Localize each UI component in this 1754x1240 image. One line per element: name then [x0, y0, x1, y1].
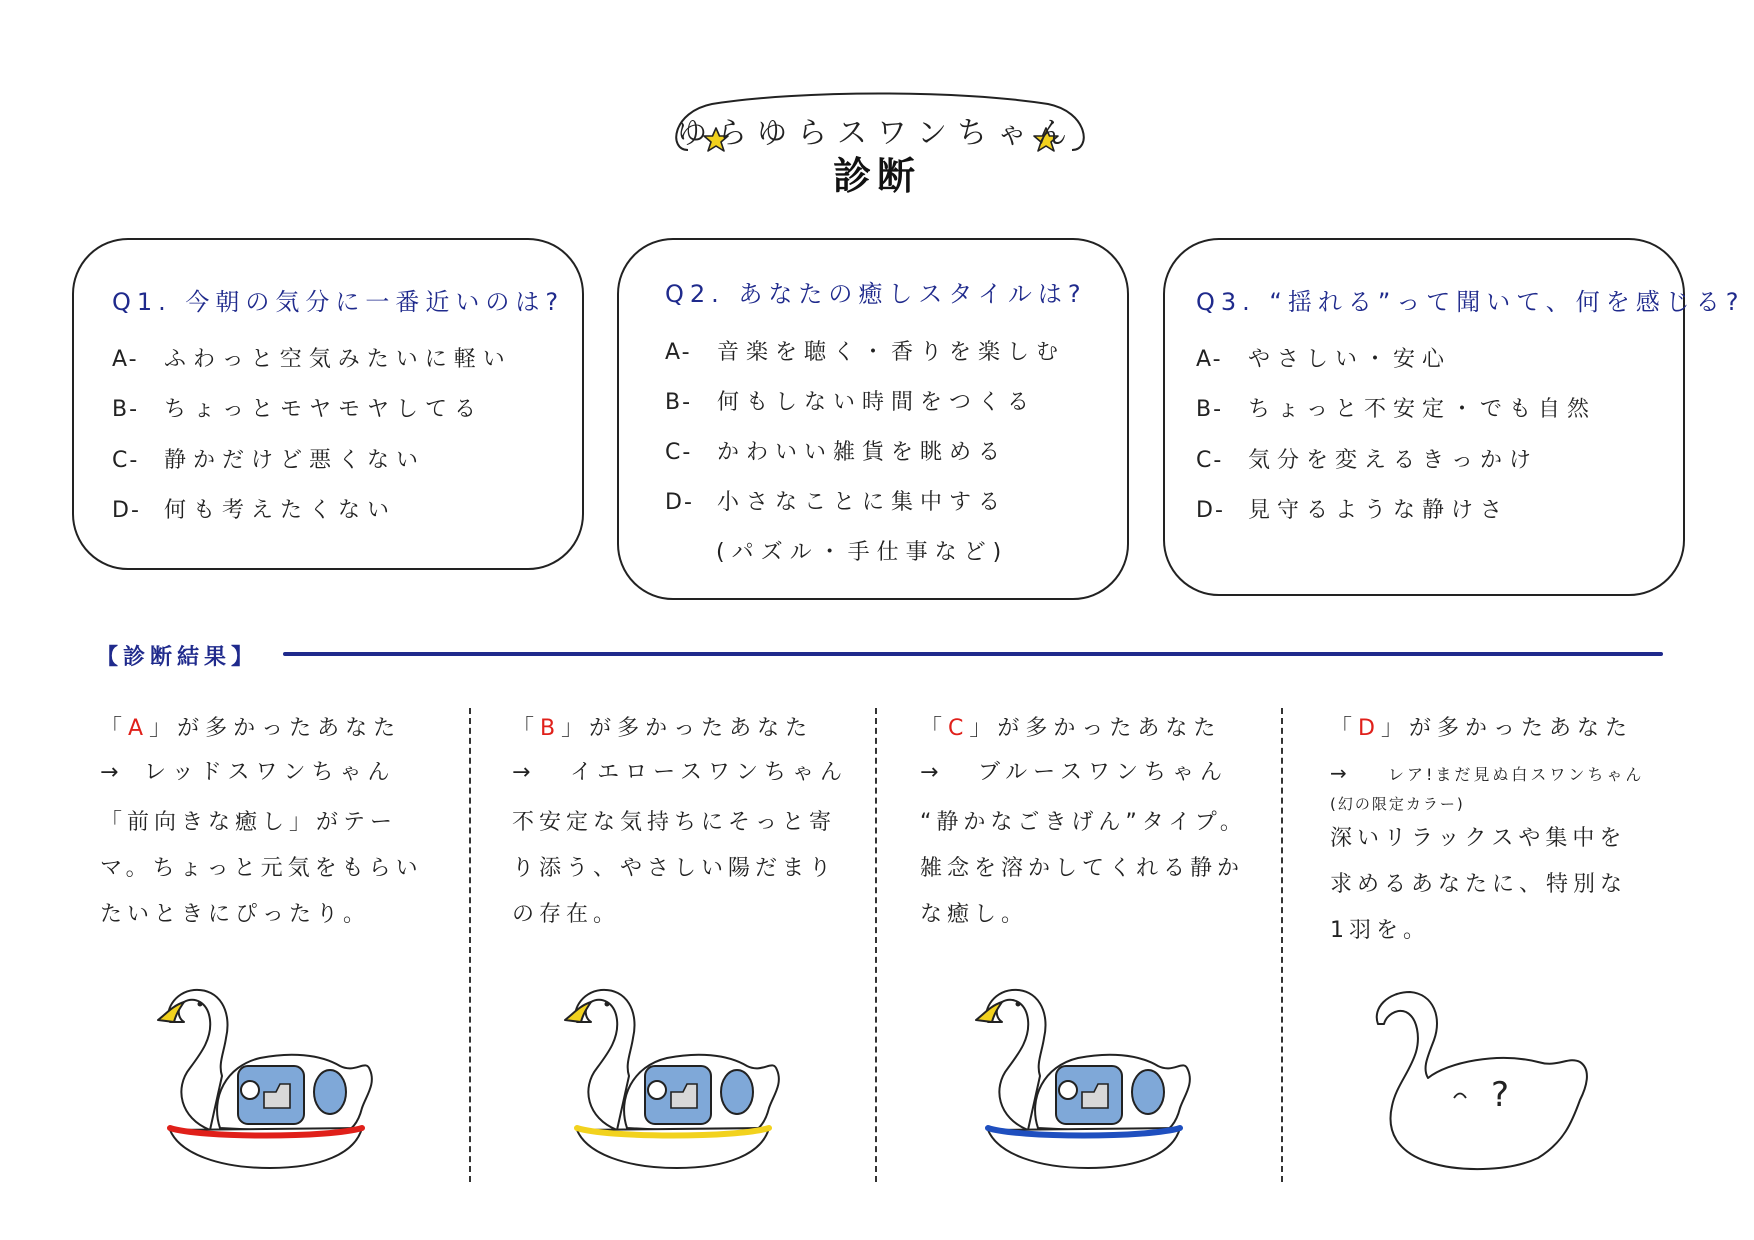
- question-2-option-d: D- 小さなことに集中する: [665, 490, 1008, 515]
- question-title-2: Q2. あなたの癒しスタイルは?: [665, 280, 1087, 308]
- result-description: 深いリラックスや集中を求めるあなたに、特別な1羽を。: [1330, 826, 1628, 943]
- question-2-option-a: A- 音楽を聴く・香りを楽しむ: [665, 340, 1066, 365]
- result-column-a: [100, 712, 450, 938]
- question-2-option-d-note: (パズル・手仕事など): [716, 540, 1009, 565]
- results-divider-line: [283, 652, 1663, 656]
- question-title-3: Q3. “揺れる”って聞いて、何を感じる?: [1196, 288, 1745, 316]
- result-description: “静かなごきげん”タイプ。雑念を溶かしてくれる静かな癒し。: [920, 810, 1247, 927]
- blue-swan-boat-illustration: [958, 978, 1218, 1178]
- result-column-c: [920, 712, 1270, 938]
- yellow-swan-boat-illustration: [547, 978, 807, 1178]
- column-divider: [469, 708, 471, 1182]
- header-subtitle: ゆらゆらスワンちゃん: [677, 116, 1077, 151]
- arrow-icon: →: [512, 760, 537, 785]
- result-description: 「前向きな癒し」がテーマ。ちょっと元気をもらいたいときにぴったり。: [100, 810, 423, 927]
- column-divider: [1281, 708, 1283, 1182]
- question-title-1: Q1. 今朝の気分に一番近いのは?: [112, 288, 565, 316]
- question-2-option-c: C- かわいい雑貨を眺める: [665, 440, 1008, 465]
- result-heading: 「C」が多かったあなた: [920, 716, 1222, 741]
- result-description: 不安定な気持ちにそっと寄り添う、やさしい陽だまりの存在。: [512, 810, 837, 927]
- question-1-option-b: B- ちょっとモヤモヤしてる: [112, 397, 484, 422]
- arrow-icon: →: [920, 760, 945, 785]
- result-subnote: (幻の限定カラー): [1330, 795, 1465, 813]
- result-name: → レア!まだ見ぬ白スワンちゃん: [1330, 756, 1680, 792]
- column-divider: [875, 708, 877, 1182]
- result-heading: 「D」が多かったあなた: [1330, 716, 1633, 741]
- result-heading: 「B」が多かったあなた: [512, 716, 814, 741]
- result-column-d: [1330, 712, 1680, 954]
- question-3-option-a: A- やさしい・安心: [1196, 347, 1452, 372]
- red-swan-boat-illustration: [140, 978, 400, 1178]
- result-name: → ブルースワンちゃん: [920, 756, 1270, 800]
- result-column-b: [512, 712, 862, 938]
- mystery-swan-illustration: [1358, 982, 1618, 1182]
- result-name: → イエロースワンちゃん: [512, 756, 862, 800]
- question-3-option-d: D- 見守るような静けさ: [1196, 498, 1510, 523]
- question-1-option-a: A- ふわっと空気みたいに軽い: [112, 347, 512, 372]
- results-label: 【診断結果】: [96, 645, 259, 670]
- result-name: → レッドスワンちゃん: [100, 756, 450, 800]
- question-3-option-c: C- 気分を変えるきっかけ: [1196, 448, 1539, 473]
- result-heading: 「A」が多かったあなた: [100, 716, 402, 741]
- question-1-option-c: C- 静かだけど悪くない: [112, 448, 426, 473]
- question-2-option-b: B- 何もしない時間をつくる: [665, 390, 1037, 415]
- question-1-option-d: D- 何も考えたくない: [112, 498, 397, 523]
- arrow-icon: →: [1330, 761, 1350, 785]
- question-3-option-b: B- ちょっと不安定・でも自然: [1196, 397, 1597, 422]
- arrow-icon: →: [100, 760, 125, 785]
- page-title: 診断: [832, 154, 921, 198]
- question-mark-icon: ?: [1490, 1075, 1510, 1115]
